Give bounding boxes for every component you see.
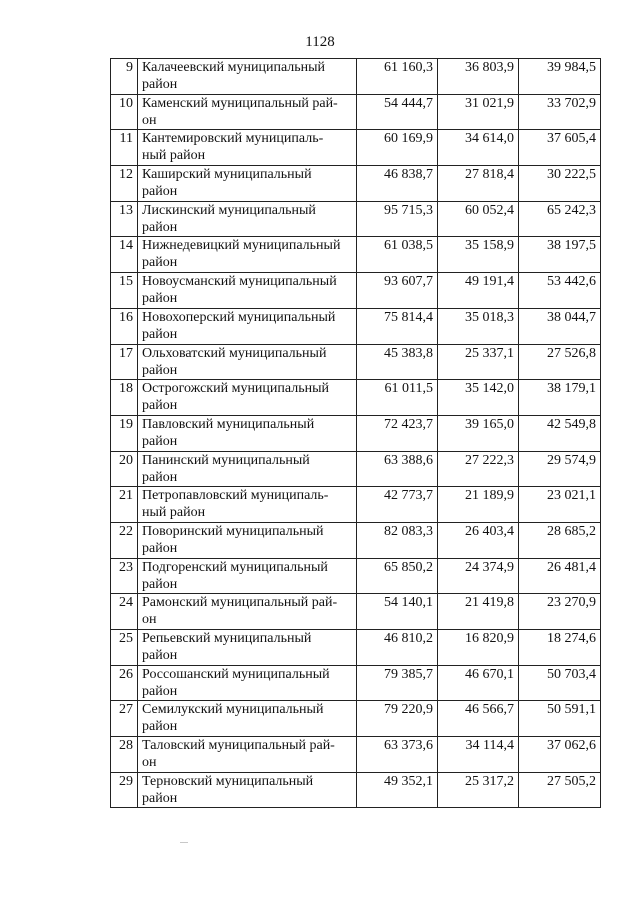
district-name-cell [138,594,357,630]
district-name-line: Лискинский муниципальный [142,202,316,218]
value-cell-2: 25 337,1 [438,344,519,380]
table-row [111,558,601,594]
row-number-cell: 28 [111,737,138,773]
value-cell-1: 63 373,6 [357,737,438,773]
table-row [111,737,601,773]
row-number-cell: 15 [111,273,138,309]
value-cell-3: 29 574,9 [519,451,601,487]
district-name-line: Подгоренский муниципальный [142,559,328,575]
district-name-line: Ольховатский муниципальный [142,345,327,361]
district-name-cell [138,344,357,380]
table-row [111,487,601,523]
district-name-cell [138,130,357,166]
row-number-cell: 16 [111,308,138,344]
district-name-line: район [142,326,178,342]
district-name-line: район [142,719,178,735]
district-name-line: район [142,433,178,449]
row-number-cell: 18 [111,380,138,416]
district-name-line: Россошанский муниципальный [142,666,330,682]
value-cell-2: 36 803,9 [438,59,519,95]
value-cell-2: 34 114,4 [438,737,519,773]
row-number-cell: 17 [111,344,138,380]
value-cell-3: 65 242,3 [519,201,601,237]
value-cell-2: 27 818,4 [438,166,519,202]
row-number-cell: 29 [111,772,138,808]
value-cell-1: 46 838,7 [357,166,438,202]
district-name-line: район [142,184,178,200]
value-cell-1: 54 140,1 [357,594,438,630]
value-cell-1: 65 850,2 [357,558,438,594]
value-cell-2: 35 158,9 [438,237,519,273]
district-name-line: район [142,683,178,699]
table-row [111,94,601,130]
district-name-line: район [142,398,178,414]
value-cell-1: 49 352,1 [357,772,438,808]
district-name-line: Каширский муниципальный [142,167,312,183]
page-number: 1128 [305,34,335,50]
row-number-cell: 20 [111,451,138,487]
table-row [111,344,601,380]
value-cell-3: 30 222,5 [519,166,601,202]
table-row [111,701,601,737]
table-row [111,594,601,630]
district-name-line: он [142,112,157,128]
row-number-cell: 9 [111,59,138,95]
value-cell-2: 46 670,1 [438,665,519,701]
district-name-line: Терновский муниципальный [142,773,314,789]
value-cell-2: 27 222,3 [438,451,519,487]
district-name-line: Острогожский муниципальный [142,381,329,397]
value-cell-3: 26 481,4 [519,558,601,594]
district-name-cell [138,94,357,130]
district-name-cell [138,415,357,451]
value-cell-1: 93 607,7 [357,273,438,309]
district-name-line: район [142,790,178,806]
district-name-cell [138,59,357,95]
value-cell-3: 38 197,5 [519,237,601,273]
value-cell-3: 23 270,9 [519,594,601,630]
value-cell-1: 79 220,9 [357,701,438,737]
row-number-cell: 12 [111,166,138,202]
scan-speck [180,842,188,843]
district-name-line: Павловский муниципальный [142,416,315,432]
district-name-line: Кантемировский муниципаль- [142,131,324,147]
value-cell-2: 25 317,2 [438,772,519,808]
district-name-cell [138,665,357,701]
table-row [111,451,601,487]
value-cell-3: 50 591,1 [519,701,601,737]
table-row [111,415,601,451]
table-body [111,59,601,808]
table-row [111,522,601,558]
district-name-line: ный район [142,505,206,521]
row-number-cell: 21 [111,487,138,523]
district-name-line: Нижнедевицкий муниципальный [142,238,341,254]
district-name-cell [138,701,357,737]
value-cell-3: 28 685,2 [519,522,601,558]
value-cell-1: 63 388,6 [357,451,438,487]
value-cell-2: 21 419,8 [438,594,519,630]
budget-table [110,58,601,808]
district-name-line: район [142,469,178,485]
district-name-line: Таловский муниципальный рай- [142,738,335,754]
value-cell-3: 27 526,8 [519,344,601,380]
table-row [111,380,601,416]
row-number-cell: 25 [111,630,138,666]
district-name-line: Новохоперский муниципальный [142,309,336,325]
district-name-line: Репьевский муниципальный [142,631,312,646]
value-cell-2: 35 018,3 [438,308,519,344]
value-cell-1: 79 385,7 [357,665,438,701]
district-name-line: Петропавловский муниципаль- [142,488,329,504]
value-cell-2: 24 374,9 [438,558,519,594]
district-name-line: район [142,362,178,378]
value-cell-1: 60 169,9 [357,130,438,166]
value-cell-3: 50 703,4 [519,665,601,701]
table-row [111,772,601,808]
value-cell-1: 72 423,7 [357,415,438,451]
district-name-line: район [142,540,178,556]
value-cell-2: 60 052,4 [438,201,519,237]
district-name-cell [138,308,357,344]
district-name-line: Семилукский муниципальный [142,702,324,718]
value-cell-1: 61 011,5 [357,380,438,416]
table-row [111,273,601,309]
value-cell-1: 61 160,3 [357,59,438,95]
row-number-cell: 27 [111,701,138,737]
district-name-line: район [142,77,178,92]
row-number-cell: 23 [111,558,138,594]
value-cell-3: 39 984,5 [519,59,601,95]
district-name-cell [138,772,357,808]
district-name-line: Рамонский муниципальный рай- [142,595,338,611]
row-number-cell: 11 [111,130,138,166]
district-name-cell [138,522,357,558]
table-row [111,59,601,95]
row-number-cell: 24 [111,594,138,630]
district-name-line: ный район [142,148,206,164]
value-cell-1: 45 383,8 [357,344,438,380]
district-name-line: Каменский муниципальный рай- [142,95,338,111]
district-name-cell [138,451,357,487]
district-name-cell [138,737,357,773]
row-number-cell: 22 [111,522,138,558]
district-name-cell [138,273,357,309]
value-cell-1: 42 773,7 [357,487,438,523]
value-cell-3: 23 021,1 [519,487,601,523]
row-number-cell: 19 [111,415,138,451]
value-cell-1: 82 083,3 [357,522,438,558]
value-cell-2: 31 021,9 [438,94,519,130]
value-cell-1: 54 444,7 [357,94,438,130]
value-cell-3: 18 274,6 [519,630,601,666]
value-cell-1: 75 814,4 [357,308,438,344]
district-name-line: район [142,291,178,307]
district-name-line: Калачеевский муниципальный [142,60,326,75]
district-name-cell [138,487,357,523]
district-name-cell [138,166,357,202]
value-cell-3: 38 044,7 [519,308,601,344]
table-row [111,237,601,273]
district-name-cell [138,630,357,666]
table-row [111,130,601,166]
row-number-cell: 10 [111,94,138,130]
value-cell-2: 34 614,0 [438,130,519,166]
district-name-cell [138,201,357,237]
value-cell-2: 16 820,9 [438,630,519,666]
district-name-cell [138,558,357,594]
district-name-line: Поворинский муниципальный [142,523,324,539]
value-cell-1: 95 715,3 [357,201,438,237]
district-name-line: он [142,612,157,628]
district-name-cell [138,237,357,273]
value-cell-3: 37 605,4 [519,130,601,166]
value-cell-1: 46 810,2 [357,630,438,666]
value-cell-3: 42 549,8 [519,415,601,451]
value-cell-3: 27 505,2 [519,772,601,808]
value-cell-2: 21 189,9 [438,487,519,523]
value-cell-3: 33 702,9 [519,94,601,130]
row-number-cell: 26 [111,665,138,701]
district-name-line: район [142,576,178,592]
district-name-line: район [142,648,178,663]
table-row [111,308,601,344]
value-cell-3: 38 179,1 [519,380,601,416]
value-cell-3: 53 442,6 [519,273,601,309]
table-row [111,630,601,666]
value-cell-2: 46 566,7 [438,701,519,737]
district-name-cell [138,380,357,416]
table-row [111,665,601,701]
value-cell-2: 35 142,0 [438,380,519,416]
value-cell-1: 61 038,5 [357,237,438,273]
district-name-line: он [142,755,157,771]
table-row [111,166,601,202]
district-name-line: Панинский муниципальный [142,452,310,468]
value-cell-2: 49 191,4 [438,273,519,309]
value-cell-3: 37 062,6 [519,737,601,773]
value-cell-2: 26 403,4 [438,522,519,558]
district-name-line: район [142,255,178,271]
district-name-line: район [142,219,178,235]
row-number-cell: 14 [111,237,138,273]
district-name-line: Новоусманский муниципальный [142,274,337,290]
value-cell-2: 39 165,0 [438,415,519,451]
row-number-cell: 13 [111,201,138,237]
table-row [111,201,601,237]
